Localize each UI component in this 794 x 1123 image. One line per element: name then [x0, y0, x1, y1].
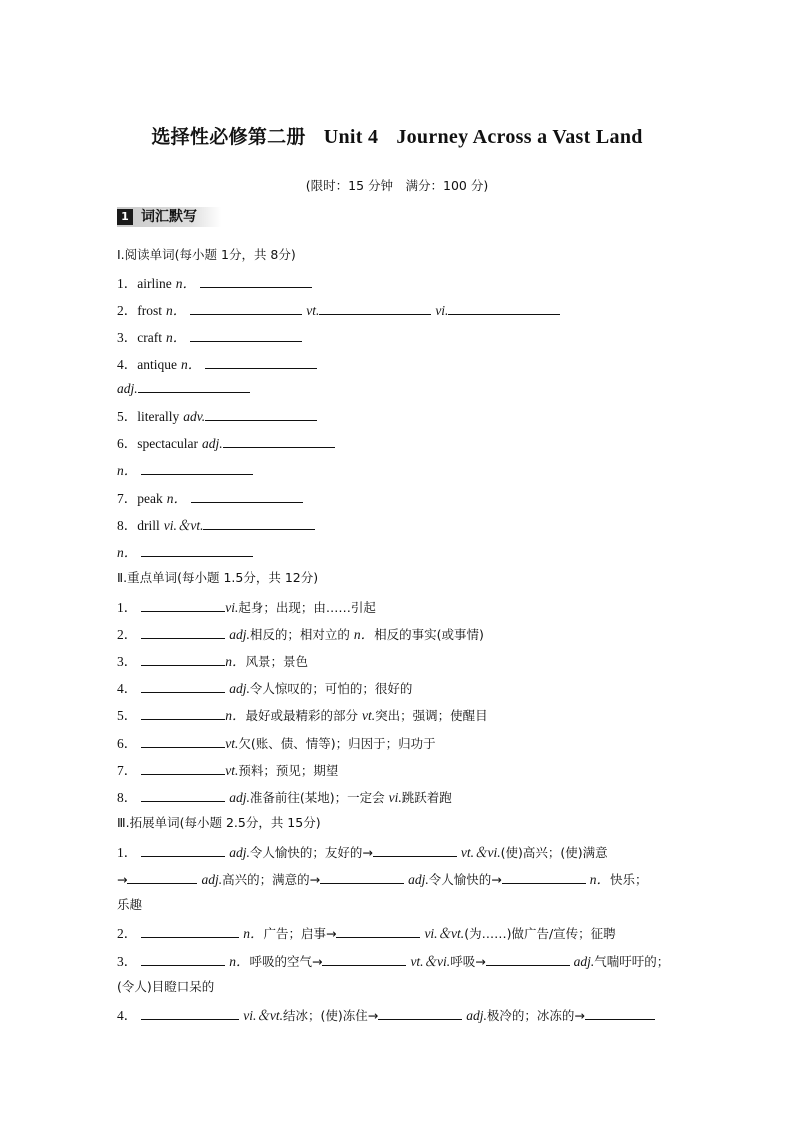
item-definition: 相反的；相对立的: [249, 627, 350, 642]
answer-blank[interactable]: [502, 871, 586, 884]
answer-blank[interactable]: [141, 707, 225, 720]
item-pos: vi.＆vt.: [163, 518, 204, 533]
item-pos: vi.: [388, 790, 402, 805]
answer-blank[interactable]: [373, 844, 457, 857]
part1-item-4-adj: [117, 380, 250, 397]
part1-item-4: [117, 353, 317, 373]
item-pos: vt.: [225, 763, 239, 778]
item-number: 2．: [117, 926, 138, 941]
answer-blank[interactable]: [141, 544, 253, 557]
item-word: spectacular: [137, 436, 198, 451]
part3-heading: Ⅲ.拓展单词(每小题 2.5分，共 15分): [117, 815, 321, 830]
item-pos: vt.＆vi.: [460, 845, 501, 860]
part1-item-6-noun: [117, 459, 253, 479]
item-definition: 相反的事实(或事情): [374, 627, 484, 642]
item-number: 5．: [117, 409, 138, 424]
answer-blank[interactable]: [141, 626, 225, 639]
item-definition: 结冰；(使)冻住→: [282, 1008, 379, 1023]
item-word: craft: [137, 330, 162, 345]
item-pos: adj.: [201, 436, 223, 451]
item-number: 8．: [117, 790, 138, 805]
item-number: 8．: [117, 518, 138, 533]
answer-blank[interactable]: [336, 925, 420, 938]
item-definition: 广告；启事→: [263, 926, 337, 941]
item-definition: 快乐；: [609, 872, 648, 887]
item-word: literally: [137, 409, 180, 424]
item-definition: 跳跃着跑: [401, 790, 452, 805]
item-number: 6．: [117, 736, 138, 751]
answer-blank[interactable]: [486, 953, 570, 966]
answer-blank[interactable]: [141, 1007, 239, 1020]
answer-blank[interactable]: [320, 871, 404, 884]
item-number: 4．: [117, 357, 138, 372]
item-word: frost: [137, 303, 162, 318]
item-number: 3．: [117, 654, 138, 669]
item-pos: vt.: [225, 736, 239, 751]
part2-item-4: [117, 677, 412, 697]
item-number: 2．: [117, 627, 138, 642]
part1-item-7: [117, 487, 303, 507]
answer-blank[interactable]: [141, 735, 225, 748]
answer-blank[interactable]: [191, 490, 303, 503]
answer-blank[interactable]: [203, 517, 315, 530]
item-pos: n．: [589, 872, 610, 887]
answer-blank[interactable]: [141, 925, 239, 938]
part2-item-1: [117, 596, 376, 616]
part3-q1-line1: [117, 841, 608, 861]
item-definition: 准备前往(某地)；一定会: [249, 790, 385, 805]
title-topic: Journey Across a Vast Land: [396, 126, 643, 148]
answer-blank[interactable]: [190, 302, 302, 315]
part2-item-7: [117, 759, 338, 779]
part3-q3-line2: [117, 977, 214, 995]
item-pos: n．: [117, 463, 138, 478]
answer-blank[interactable]: [585, 1007, 655, 1020]
item-number: 6．: [117, 436, 138, 451]
item-pos: adj.: [229, 845, 250, 860]
part3-q4: [117, 1004, 655, 1024]
item-number: 4．: [117, 681, 138, 696]
title-book: 选择性必修第二册: [151, 126, 306, 148]
item-definition: 气喘吁吁的；: [594, 954, 670, 969]
item-number: 1．: [117, 276, 138, 291]
section-number-badge: 1: [117, 209, 133, 225]
item-number: 7．: [117, 763, 138, 778]
time-score-note: (限时：15 分钟 满分：100 分): [305, 178, 489, 193]
answer-blank[interactable]: [200, 275, 312, 288]
part2-item-2: [117, 623, 484, 643]
answer-blank[interactable]: [138, 380, 250, 393]
item-number: 4．: [117, 1008, 138, 1023]
item-pos: n．: [225, 708, 246, 723]
item-definition: 令人惊叹的；可怕的；很好的: [249, 681, 413, 696]
part2-item-3: [117, 650, 308, 670]
part1-item-6: [117, 432, 335, 452]
item-pos: vi.＆vt.: [424, 926, 465, 941]
item-definition: 呼吸的空气→: [249, 954, 323, 969]
item-pos: vt.: [306, 303, 320, 318]
item-word: antique: [137, 357, 177, 372]
item-definition: 预料；预见；期望: [238, 763, 339, 778]
answer-blank[interactable]: [127, 871, 197, 884]
answer-blank[interactable]: [141, 762, 225, 775]
item-pos: vt.: [361, 708, 376, 723]
item-definition: 风景；景色: [245, 654, 308, 669]
item-definition: 突出；强调；使醒目: [375, 708, 488, 723]
part1-item-5: [117, 405, 317, 425]
answer-blank[interactable]: [223, 435, 335, 448]
item-definition: 极冷的；冰冻的→: [486, 1008, 585, 1023]
item-pos: n．: [180, 357, 202, 372]
answer-blank[interactable]: [141, 789, 225, 802]
item-definition: 乐趣: [117, 897, 143, 912]
item-pos: n．: [175, 276, 196, 291]
answer-blank[interactable]: [319, 302, 431, 315]
item-definition: 最好或最精彩的部分: [245, 708, 358, 723]
answer-blank[interactable]: [190, 329, 302, 342]
item-number: 3．: [117, 330, 138, 345]
part3-q2: [117, 922, 616, 942]
part2-heading: Ⅱ.重点单词(每小题 1.5分，共 12分): [117, 570, 319, 585]
answer-blank[interactable]: [205, 356, 317, 369]
item-pos: adj.: [117, 381, 138, 396]
part1-item-2: [117, 299, 560, 319]
answer-blank[interactable]: [322, 953, 406, 966]
item-pos: vt.＆vi.: [410, 954, 451, 969]
item-pos: vi.: [435, 303, 449, 318]
section-header: [117, 207, 221, 227]
title-unit: Unit 4: [323, 126, 379, 148]
item-pos: adj.: [229, 627, 250, 642]
item-number: 1．: [117, 845, 138, 860]
answer-blank[interactable]: [141, 599, 225, 612]
item-pos: adj.: [229, 681, 250, 696]
item-word: drill: [137, 518, 160, 533]
item-pos: n．: [229, 954, 250, 969]
item-number: 3．: [117, 954, 138, 969]
part1-item-8-noun: [117, 541, 253, 561]
part3-q1-line2: [117, 868, 647, 888]
item-pos: n．: [243, 926, 264, 941]
item-pos: adj.: [201, 872, 223, 887]
item-word: airline: [137, 276, 172, 291]
answer-blank[interactable]: [378, 1007, 462, 1020]
part2-item-6: [117, 732, 436, 752]
item-pos: vi.＆vt.: [243, 1008, 283, 1023]
answer-blank[interactable]: [141, 680, 225, 693]
item-definition: 欠(账、债、情等)；归因于；归功于: [238, 736, 436, 751]
item-number: 5．: [117, 708, 138, 723]
page-title: [0, 122, 794, 149]
item-definition: 令人愉快的；友好的→: [249, 845, 373, 860]
item-word: peak: [137, 491, 163, 506]
item-definition: 高兴的；满意的→: [222, 872, 321, 887]
item-pos: n．: [117, 545, 138, 560]
item-pos: n．: [225, 654, 246, 669]
part1-heading: Ⅰ.阅读单词(每小题 1分，共 8分): [117, 247, 296, 262]
part3-q3-line1: [117, 950, 669, 970]
part1-item-8: [117, 514, 315, 534]
section-label: 词汇默写: [141, 209, 197, 225]
item-pos: n．: [353, 627, 375, 642]
part2-item-5: [117, 704, 488, 724]
answer-blank[interactable]: [448, 302, 560, 315]
item-pos: adv.: [183, 409, 206, 424]
item-pos: adj.: [573, 954, 595, 969]
item-definition: (使)高兴；(使)满意: [500, 845, 608, 860]
item-number: 2．: [117, 303, 138, 318]
part3-q1-line3: [117, 895, 142, 913]
item-pos: n．: [166, 491, 187, 506]
answer-blank[interactable]: [141, 953, 225, 966]
item-pos: adj.: [408, 872, 429, 887]
item-number: 7．: [117, 491, 138, 506]
item-definition: (为……)做广告/宣传；征聘: [464, 926, 616, 941]
item-pos: adj.: [466, 1008, 487, 1023]
part1-item-3: [117, 326, 302, 346]
answer-blank[interactable]: [205, 408, 317, 421]
item-number: 1．: [117, 600, 138, 615]
part2-item-8: [117, 786, 452, 806]
item-definition: (令人)目瞪口呆的: [117, 979, 215, 994]
item-definition: 起身；出现；由……引起: [238, 600, 376, 615]
arrow-icon: →: [117, 872, 128, 887]
part1-item-1: [117, 272, 312, 292]
answer-blank[interactable]: [141, 653, 225, 666]
answer-blank[interactable]: [141, 844, 225, 857]
item-pos: n．: [165, 303, 187, 318]
item-definition: 呼吸→: [450, 954, 486, 969]
item-pos: vi.: [225, 600, 239, 615]
answer-blank[interactable]: [141, 462, 253, 475]
item-definition: 令人愉快的→: [428, 872, 502, 887]
item-pos: n．: [165, 330, 187, 345]
item-pos: adj.: [229, 790, 250, 805]
